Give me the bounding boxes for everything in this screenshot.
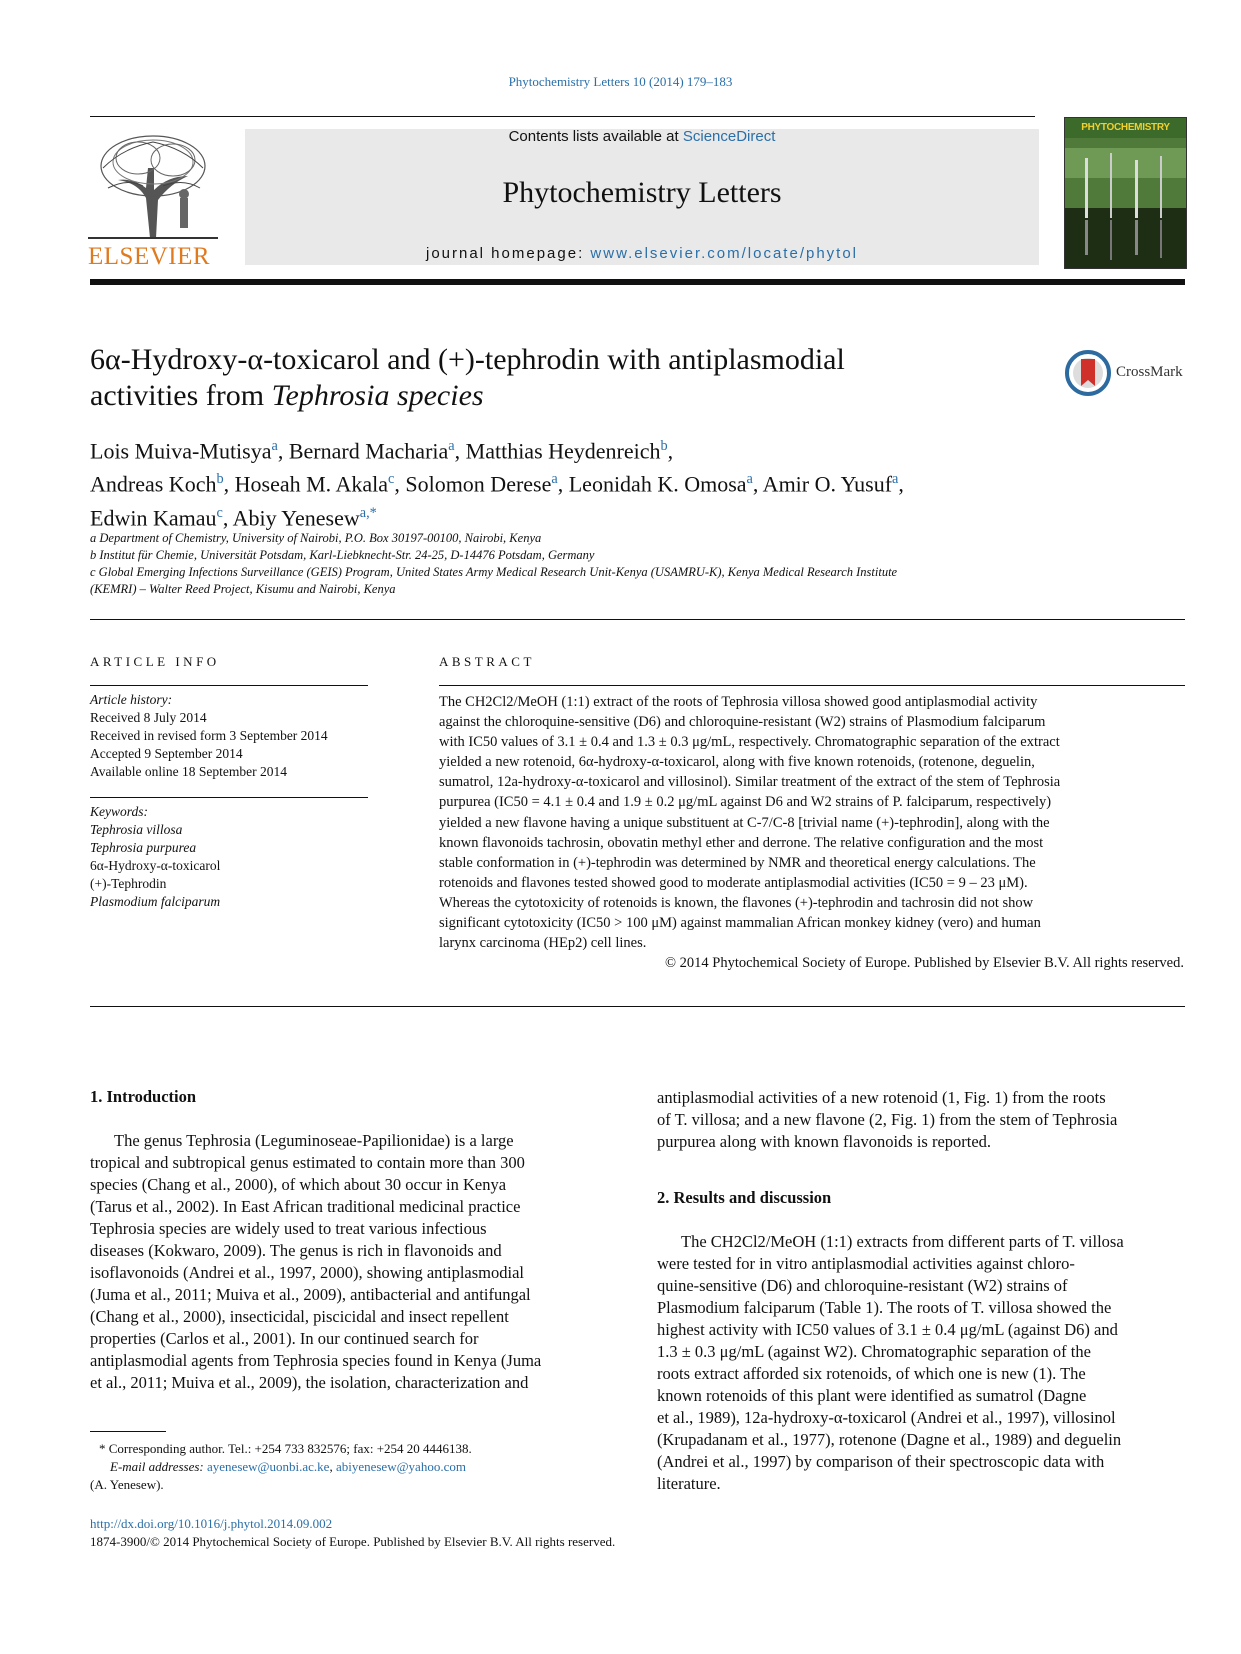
results-line: highest activity with IC50 values of 3.1 ± 0.4 μg/mL (against D6) and: [657, 1320, 1118, 1339]
results-line: 1.3 ± 0.3 μg/mL (against W2). Chromatographic separation of the: [657, 1342, 1091, 1361]
keyword-item: Tephrosia purpurea: [90, 840, 197, 855]
crossmark-badge[interactable]: [1065, 350, 1195, 396]
results-line: quine-sensitive (D6) and chloroquine-resistant (W2) strains of: [657, 1276, 1068, 1295]
history-label: Article history:: [90, 692, 173, 707]
email-line: [99, 1458, 619, 1476]
intro-line: (Juma et al., 2011; Muiva et al., 2009), antibacterial and antifungal: [90, 1285, 531, 1304]
doi-link[interactable]: http://dx.doi.org/10.1016/j.phytol.2014.09.002: [90, 1516, 333, 1531]
abstract-line: significant cytotoxicity (IC50 > 100 μM) against mammalian African monkey kidney (vero) and human: [439, 915, 1041, 932]
authors-line-1: Lois Muiva-Mutisya$^a$, Bernard Macharia$^a$, Matthias Heydenreich$^b$,: [90, 438, 674, 464]
header-thick-rule: [90, 279, 1185, 285]
author-list: [90, 432, 1050, 532]
abstract-line: larynx carcinoma (HEp2) cell lines.: [439, 935, 647, 952]
email-link-2[interactable]: abiyenesew@yahoo.com: [335, 1459, 466, 1474]
footnote-block: [99, 1440, 619, 1476]
results-line: Plasmodium falciparum (Table 1). The roots of T. villosa showed the: [657, 1298, 1112, 1317]
results-line: et al., 1989), 12a-hydroxy-α-toxicarol (Andrei et al., 1997), villosinol: [657, 1408, 1116, 1427]
title-text: activities from: [90, 379, 272, 412]
abstract-bottom-rule: [90, 1006, 1185, 1007]
abstract-line: known flavonoids tachrosin, obovatin methyl ether and derrone. The relative configuration and the most: [439, 834, 1044, 851]
intro-cont-line: antiplasmodial activities of a new rotenoid (1, Fig. 1) from the roots: [657, 1088, 1106, 1107]
homepage-prefix: journal homepage:: [425, 245, 591, 262]
intro-line: isoflavonoids (Andrei et al., 1997, 2000), showing antiplasmodial: [90, 1263, 524, 1282]
abstract-line: rotenoids and flavones tested showed good to moderate antiplasmodial activities (IC50 = 9 – 23 μM).: [439, 874, 1028, 891]
article-title: [90, 342, 990, 414]
history-accepted: Accepted 9 September 2014: [90, 746, 243, 761]
results-body: [657, 1231, 1185, 1495]
results-line: known rotenoids of this plant were identified as sumatrol (Dagne: [657, 1386, 1087, 1405]
journal-citation[interactable]: Phytochemistry Letters 10 (2014) 179–183: [508, 74, 733, 89]
authors-line-2: Andreas Koch$^b$, Hoseah M. Akala$^c$, Solomon Derese$^a$, Leonidah K. Omosa$^a$, Amir O. Yusuf$^a$,: [90, 471, 904, 497]
issn-line: 1874-3900/© 2014 Phytochemical Society of Europe. Published by Elsevier B.V. All rights reserved.: [90, 1534, 616, 1549]
results-line: were tested for in vitro antiplasmodial activities against chloro-: [657, 1254, 1075, 1273]
abstract-copyright: © 2014 Phytochemical Society of Europe. Published by Elsevier B.V. All rights reserved.: [665, 955, 1184, 972]
title-italic: Tephrosia species: [271, 379, 484, 412]
affiliation-c: c Global Emerging Infections Surveillance (GEIS) Program, United States Army Medical Research Unit-Kenya (USAMRU-K), Kenya Medical Research Institute: [90, 565, 898, 579]
article-info-heading: ARTICLE INFO: [90, 654, 220, 669]
intro-line: species (Chang et al., 2000), of which about 30 occur in Kenya: [90, 1175, 507, 1194]
homepage-link[interactable]: www.elsevier.com/locate/phytol: [590, 245, 859, 262]
history-revised: Received in revised form 3 September 2014: [90, 728, 328, 743]
abstract-line: Whereas the cytotoxicity of rotenoids is known, the flavones (+)-tephrodin and tachrosin did not show: [439, 894, 1034, 911]
affiliation-b: b Institut für Chemie, Universität Potsdam, Karl-Liebknecht-Str. 24-25, D-14476 Potsdam, Germany: [90, 548, 595, 562]
abstract-body: [439, 692, 1184, 973]
results-line: literature.: [657, 1474, 721, 1493]
intro-continued: [657, 1087, 1185, 1153]
info-rule-2: [90, 797, 368, 798]
homepage-line: [245, 245, 1039, 262]
abstract-rule: [439, 685, 1185, 686]
journal-cover[interactable]: [1064, 117, 1187, 269]
authors-line-3: Edwin Kamau$^c$, Abiy Yenesew$^{a,*}$: [90, 504, 377, 530]
contents-line: [245, 128, 1039, 145]
keywords-block: [90, 803, 370, 911]
abstract-line: yielded a new rotenoid, 6α-hydroxy-α-toxicarol, along with five known rotenoids, (rotenone, deguelin,: [439, 754, 1035, 771]
intro-line: Tephrosia species are widely used to treat various infectious: [90, 1219, 487, 1238]
cover-title: PHYTOCHEMISTRY: [1065, 118, 1186, 138]
results-line: (Andrei et al., 1997) by comparison of their spectroscopic data with: [657, 1452, 1105, 1471]
cover-image: [1065, 138, 1186, 268]
tree-icon: [88, 128, 218, 240]
footnote-rule: [90, 1431, 166, 1432]
crossmark-icon: [1065, 350, 1111, 396]
title-line-1: 6α-Hydroxy-α-toxicarol and (+)-tephrodin with antiplasmodial: [90, 343, 845, 376]
intro-line: properties (Carlos et al., 2001). In our continued search for: [90, 1329, 479, 1348]
title-line-2: [90, 378, 990, 414]
results-line: (Krupadanam et al., 1977), rotenone (Dagne et al., 1989) and deguelin: [657, 1430, 1122, 1449]
intro-line: antiplasmodial agents from Tephrosia species found in Kenya (Juma: [90, 1351, 542, 1370]
email-separator: ,: [329, 1459, 336, 1474]
email-owner: (A. Yenesew).: [90, 1477, 164, 1492]
contents-prefix: Contents lists available at: [508, 128, 683, 145]
keyword-item: (+)-Tephrodin: [90, 876, 167, 891]
intro-heading: 1. Introduction: [90, 1087, 197, 1106]
results-line: The CH2Cl2/MeOH (1:1) extracts from different parts of T. villosa: [681, 1232, 1124, 1251]
affiliation-c-cont: (KEMRI) – Walter Reed Project, Kisumu and Nairobi, Kenya: [90, 582, 396, 596]
email-label: E-mail addresses:: [110, 1459, 208, 1474]
elsevier-logo[interactable]: [88, 128, 218, 268]
results-line: roots extract afforded six rotenoids, of which one is new (1). The: [657, 1364, 1086, 1383]
elsevier-wordmark: ELSEVIER: [88, 243, 211, 270]
email-link-1[interactable]: ayenesew@uonbi.ac.ke: [207, 1459, 330, 1474]
history-online: Available online 18 September 2014: [90, 764, 287, 779]
keyword-item: Tephrosia villosa: [90, 822, 183, 837]
intro-line: The genus Tephrosia (Leguminoseae-Papilionidae) is a large: [114, 1131, 514, 1150]
intro-line: diseases (Kokwaro, 2009). The genus is rich in flavonoids and: [90, 1241, 502, 1260]
crossmark-label: CrossMark: [1116, 364, 1183, 380]
abstract-line: sumatrol, 12a-hydroxy-α-toxicarol and villosinol). Similar treatment of the extract of the stem of Tephrosia: [439, 774, 1061, 791]
article-history: [90, 691, 370, 781]
abstract-line: purpurea (IC50 = 4.1 ± 0.4 and 1.9 ± 0.2 μg/mL against D6 and W2 strains of P. falciparum, respectively): [439, 794, 1052, 811]
keywords-label: Keywords:: [90, 804, 148, 819]
abstract-line: stable conformation in (+)-tephrodin was determined by NMR and theoretical energy calculations. The: [439, 854, 1036, 871]
abstract-line: against the chloroquine-sensitive (D6) and chloroquine-resistant (W2) strains of Plasmodium falciparum: [439, 714, 1046, 731]
abstract-line: The CH2Cl2/MeOH (1:1) extract of the roots of Tephrosia villosa showed good antiplasmodial activity: [439, 694, 1038, 710]
journal-title[interactable]: Phytochemistry Letters: [502, 176, 782, 209]
intro-line: et al., 2011; Muiva et al., 2009), the isolation, characterization and: [90, 1373, 529, 1392]
intro-line: tropical and subtropical genus estimated to contain more than 300: [90, 1153, 525, 1172]
intro-cont-line: purpurea along with known flavonoids is reported.: [657, 1132, 992, 1151]
intro-line: (Tarus et al., 2002). In East African traditional medicinal practice: [90, 1197, 521, 1216]
affiliation-rule: [90, 619, 1185, 620]
info-rule-1: [90, 685, 368, 686]
intro-cont-line: of T. villosa; and a new flavone (2, Fig. 1) from the stem of Tephrosia: [657, 1110, 1118, 1129]
header-rule: [90, 116, 1035, 117]
intro-line: (Chang et al., 2000), insecticidal, piscicidal and insect repellent: [90, 1307, 509, 1326]
abstract-heading: ABSTRACT: [439, 654, 535, 669]
abstract-line: with IC50 values of 3.1 ± 0.4 and 1.3 ± 0.3 μg/mL, respectively. Chromatographic separation of the extract: [439, 734, 1060, 751]
keyword-item: Plasmodium falciparum: [90, 894, 221, 909]
history-received: Received 8 July 2014: [90, 710, 207, 725]
results-heading: 2. Results and discussion: [657, 1188, 832, 1207]
abstract-line: yielded a new flavone having a unique substituent at C-7/C-8 [trivial name (+)-tephrodin], along with the: [439, 814, 1050, 831]
sciencedirect-link[interactable]: ScienceDirect: [682, 128, 776, 145]
corresponding-author: * Corresponding author. Tel.: +254 733 832576; fax: +254 20 4446138.: [99, 1441, 472, 1456]
intro-body: [90, 1130, 618, 1394]
keyword-item: 6α-Hydroxy-α-toxicarol: [90, 858, 221, 873]
affiliation-a: a Department of Chemistry, University of Nairobi, P.O. Box 30197-00100, Nairobi, Kenya: [90, 531, 542, 545]
